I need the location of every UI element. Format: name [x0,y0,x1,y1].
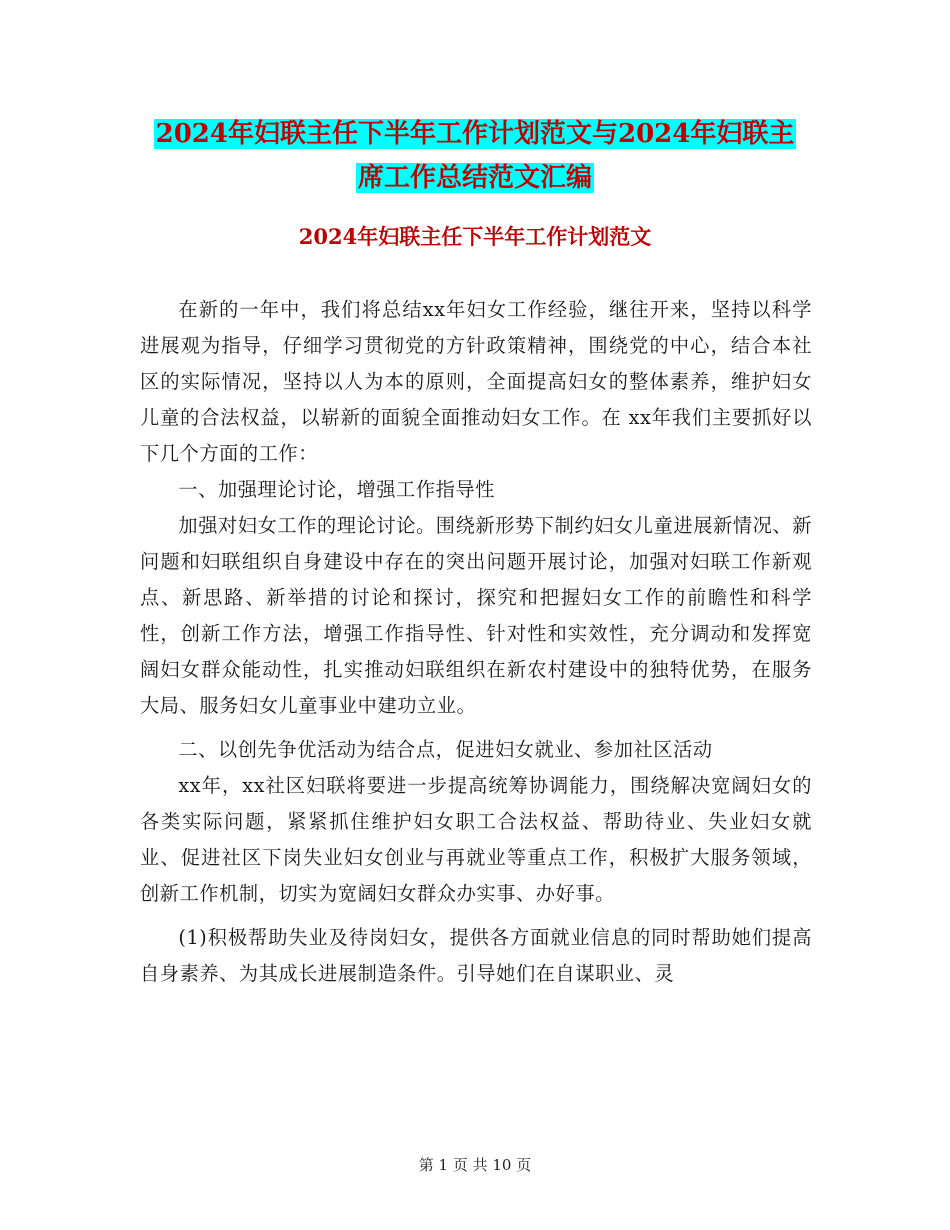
section-title: 2024年妇联主任下半年工作计划范文 [298,224,652,249]
document-body [140,292,812,992]
heading-two: 二、以创先争优活动为结合点，促进妇女就业、参加社区活动 [178,738,713,761]
paragraph-employment: xx年，xx社区妇联将要进一步提高统筹协调能力，围绕解决宽阔妇女的各类实际问题，紧紧抓住维护妇女职工合法权益、帮助待业、失业妇女就业、促进社区下岗失业妇女创业与再就业等重点工作，积极扩大服务领域，创新工作机制，切实为宽阔妇女群众办实事、办好事。 [140,774,812,905]
paragraph-intro: 在新的一年中，我们将总结xx年妇女工作经验，继往开来，坚持以科学进展观为指导，仔细学习贯彻党的方针政策精神，围绕党的中心，结合本社区的实际情况，坚持以人为本的原则，全面提高妇女的整体素养，维护妇女儿童的合法权益，以崭新的面貌全面推动妇女工作。在 xx年我们主要抓好以下几个方面的工作： [140,298,812,465]
document-title-line-2: 席工作总结范文汇编 [357,163,592,193]
paragraph-theory: 加强对妇女工作的理论讨论。围绕新形势下制约妇女儿童进展新情况、新问题和妇联组织自身建设中存在的突出问题开展讨论，加强对妇联工作新观点、新思路、新举措的讨论和探讨，探究和把握妇女工作的前瞻性和科学性，创新工作方法，增强工作指导性、针对性和实效性，充分调动和发挥宽阔妇女群众能动性，扎实推动妇联组织在新农村建设中的独特优势，在服务大局、服务妇女儿童事业中建功立业。 [140,514,812,717]
document-title [140,112,810,200]
document-title-line-1: 2024年妇联主任下半年工作计划范文与2024年妇联主 [155,119,795,149]
paragraph-item-1: (1)积极帮助失业及待岗妇女，提供各方面就业信息的同时帮助她们提高自身素养、为其成长进展制造条件。引导她们在自谋职业、灵 [140,926,812,985]
page-number: 第 1 页 共 10 页 [418,1156,532,1174]
heading-one: 一、加强理论讨论，增强工作指导性 [178,478,495,501]
